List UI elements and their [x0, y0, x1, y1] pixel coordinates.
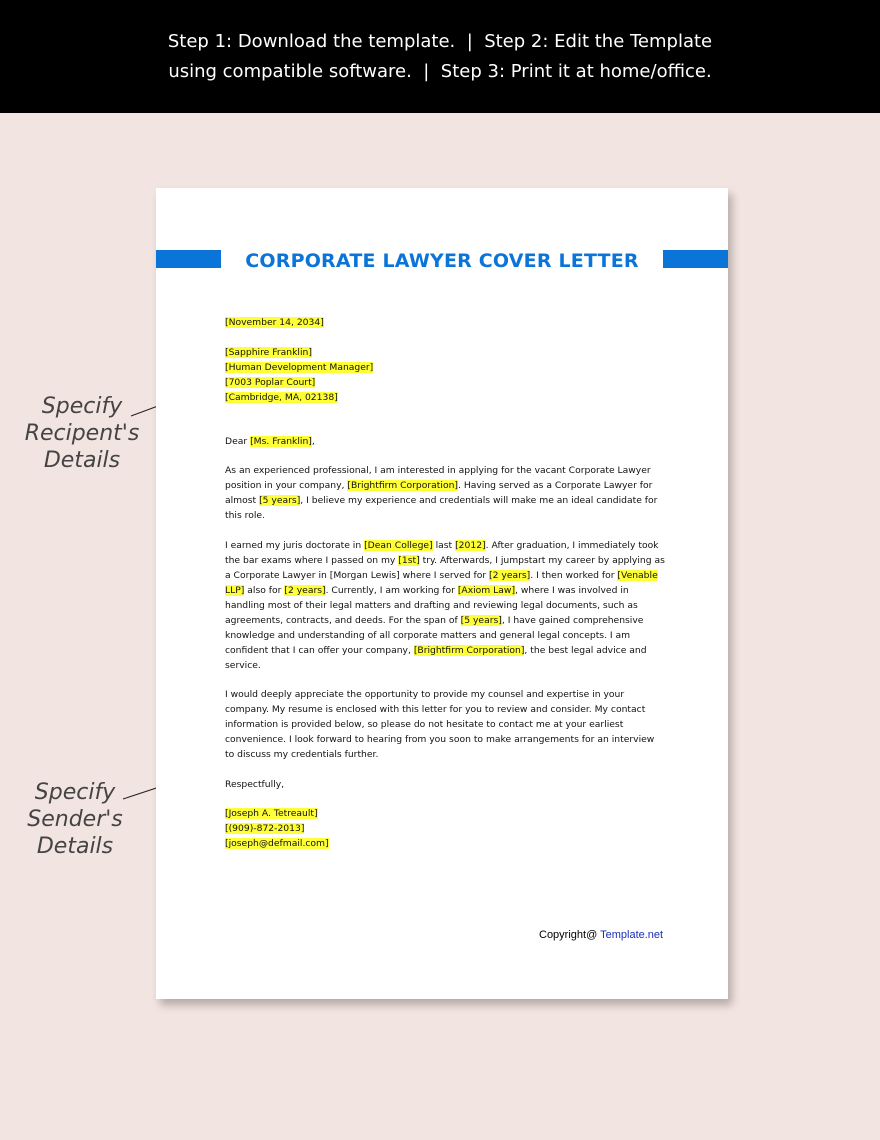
sender-callout-line-2: Sender's — [27, 807, 123, 832]
closing: Respectfully, — [225, 778, 285, 790]
salutation-name: [Ms. Franklin] — [250, 435, 312, 447]
copyright-notice: Copyright@ Template.net — [539, 929, 664, 941]
sender-name: [Joseph A. Tetreault] — [225, 808, 318, 819]
letter-date: [November 14, 2034] — [225, 317, 324, 328]
sender-callout-line-3: Details — [36, 834, 114, 859]
letter-title: CORPORATE LAWYER COVER LETTER — [245, 250, 639, 272]
paragraph-1: As an experienced professional, I am interested in applying for the vacant Corporate Lawyer position in your company, [Brightfirm Corporation]. Having served as a Corporate Lawyer for almost [5 years], I believe my experience and credentials will make me an ideal candidate for this role. — [225, 465, 658, 521]
letter-page — [156, 188, 728, 999]
salutation: Dear [Ms. Franklin], — [225, 435, 315, 447]
recipient-callout — [12, 393, 152, 474]
sender-email: [joseph@defmail.com] — [225, 838, 329, 849]
instructions-banner — [0, 0, 880, 113]
sender-callout-line-1: Specify — [34, 780, 116, 805]
sender-phone: [(909)-872-2013] — [225, 823, 305, 834]
sender-callout — [5, 779, 145, 860]
recipient-callout-line-3: Details — [43, 448, 121, 473]
paragraph-2: I earned my juris doctorate in [Dean College] last [2012]. After graduation, I immediately took the bar exams where I passed on my [1st] try. Afterwards, I jumpstart my career by applying as a Corporate Lawyer in [Morgan Lewis] where I served for [2 years]. I then worked for [Venable LLP] also for [2 years]. Currently, I am working for [Axiom Law], where I was involved in handling most of their legal matters and drafting and reviewing legal documents, such as agreements, contracts, and deeds. For the span of [5 years], I have gained comprehensive knowledge and understanding of all corporate matters and general legal concepts. I am confident that I can offer your company, [Brightfirm Corporation], the best legal advice and service. — [225, 539, 665, 671]
recipient-callout-line-2: Recipent's — [24, 421, 140, 446]
letter-body — [225, 315, 665, 851]
banner-line-1: Step 1: Download the template. | Step 2: Edit the Template — [167, 30, 713, 52]
recipient-city: [Cambridge, MA, 02138] — [225, 391, 338, 403]
paragraph-3: I would deeply appreciate the opportunity to provide my counsel and expertise in your company. My resume is enclosed with this letter for you to review and consider. My contact information is provided below, so please do not hesitate to contact me at your earliest convenience. I look forward to hearing from you soon to make arrangements for an interview to discuss my credentials further. — [225, 689, 655, 760]
recipient-callout-line-1: Specify — [41, 394, 123, 419]
banner-line-2: using compatible software. | Step 3: Print it at home/office. — [168, 60, 712, 82]
template-net-link[interactable]: Template.net — [600, 929, 664, 941]
recipient-name: [Sapphire Franklin] — [225, 346, 312, 358]
recipient-position: [Human Development Manager] — [225, 361, 374, 373]
recipient-street: [7003 Poplar Court] — [225, 376, 316, 388]
